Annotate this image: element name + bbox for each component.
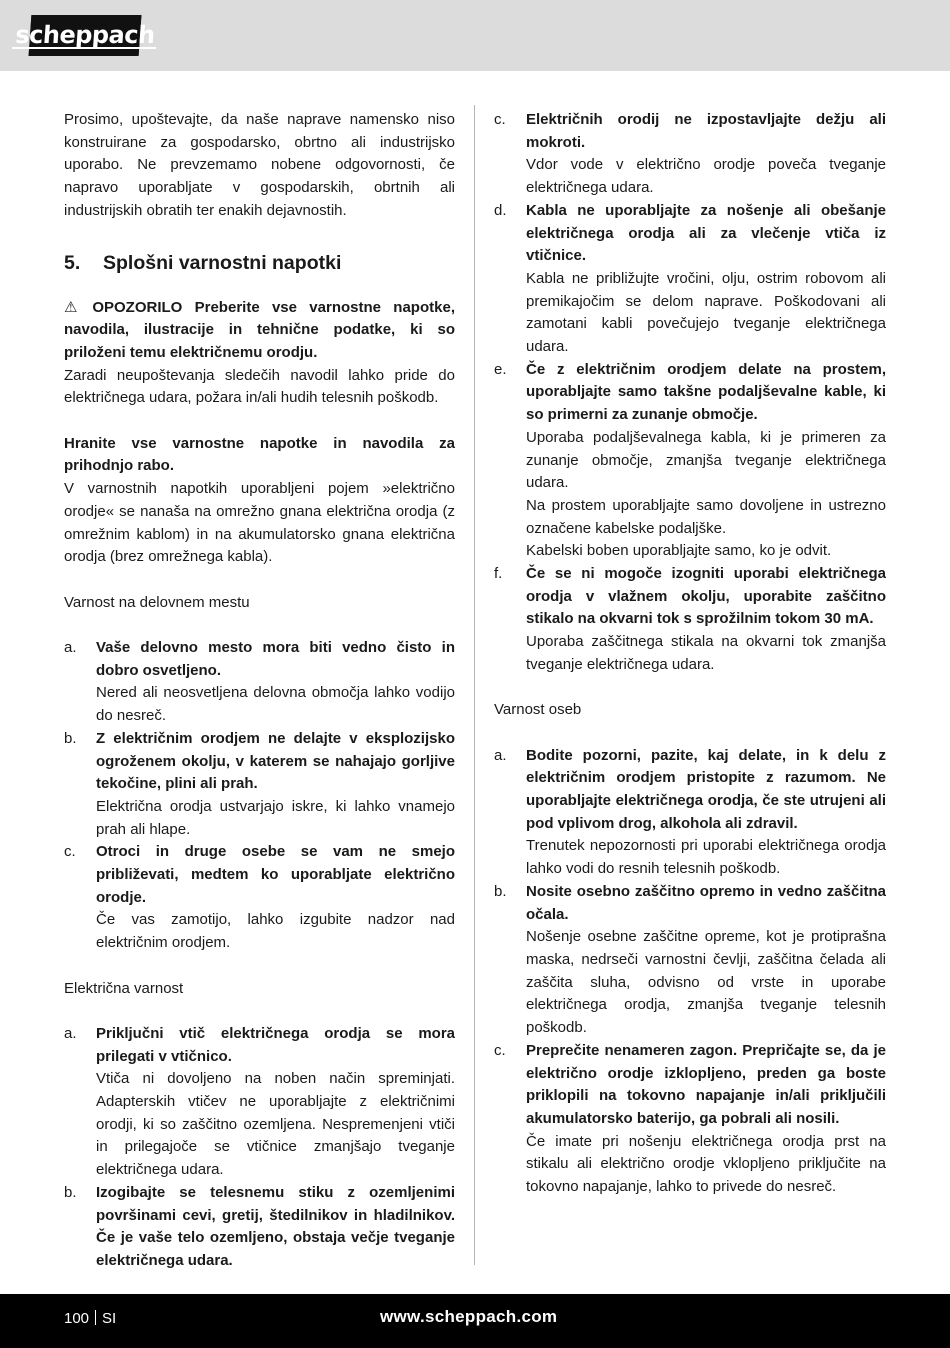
page-separator <box>95 1310 96 1325</box>
list-item-text: Nošenje osebne zaščitne opreme, kot je protiprašna maska, nedrseči varnostni čevlji, zaščitna čelada ali zaščita sluha, odvisno od vrste in uporabe električnega orodja, zmanjša tveganje telesnih poškodb. <box>526 928 886 1037</box>
language-code: SI <box>102 1310 117 1327</box>
list-item <box>494 359 886 563</box>
page-number <box>64 1310 116 1327</box>
warning-text: Zaradi neupoštevanja sledečih navodil lahko pride do električnega udara, požara in/ali hudih telesnih poškodb. <box>64 366 455 407</box>
header-bar <box>0 0 950 71</box>
list-item-label: a. <box>494 746 507 764</box>
list-item <box>494 200 886 359</box>
list-item-text: Vtiča ni dovoljeno na noben način spreminjati. Adapterskih vtičev ne uporabljajte z električnimi orodji, ki so zaščitno ozemljena. Nespremenjeni vtiči in prilegajoče se vtičnice zmanjšajo tveganje električnega udara. <box>96 1070 455 1179</box>
list-item-label: a. <box>64 639 77 657</box>
footer-bar <box>0 1294 950 1348</box>
list-item <box>494 563 886 677</box>
website-link[interactable]: www.scheppach.com <box>380 1307 558 1326</box>
list-item <box>494 109 886 200</box>
personal-safety-heading: Varnost oseb <box>494 701 582 719</box>
right-column <box>494 109 886 1199</box>
list-item-bold: Če se ni mogoče izogniti uporabi električnega orodja v vlažnem okolju, uporabite zaščitno stikalo na okvarni tok s sprožilnim tokom 30 mA. <box>526 565 886 628</box>
keep-instructions-bold: Hranite vse varnostne napotke in navodila za prihodnjo rabo. <box>64 434 455 475</box>
list-item-label: a. <box>64 1024 77 1042</box>
list-item <box>64 728 455 842</box>
list-item-label: b. <box>64 729 77 747</box>
electrical-safety-list <box>64 1023 455 1273</box>
list-item <box>494 881 886 1040</box>
list-item <box>64 637 455 728</box>
list-item-text: Uporaba zaščitnega stikala na okvarni tok zmanjša tveganje električnega udara. <box>526 633 886 673</box>
list-item-text: Uporaba podaljševalnega kabla, ki je primeren za zunanje območje, zmanjša tveganje električnega udara. <box>526 428 886 492</box>
intro-paragraph: Prosimo, upoštevajte, da naše naprave namensko niso konstruirane za gospodarsko, obrtno ali industrijsko uporabo. Ne prevzemamo nobene odgovornosti, če napravo uporabljate v gospodarskih, obrtnih ali industrijskih obratih ter enakih dejavnostih. <box>64 111 455 219</box>
list-item-bold: Priključni vtič električnega orodja se mora prilegati v vtičnico. <box>96 1024 455 1065</box>
logo-text: scheppach <box>14 20 156 49</box>
list-item-bold: Vaše delovno mesto mora biti vedno čisto in dobro osvetljeno. <box>96 639 455 679</box>
list-item-label: e. <box>494 360 507 378</box>
list-item-label: b. <box>64 1183 77 1201</box>
section-number: 5. <box>64 251 81 274</box>
electrical-safety-list-continued <box>494 109 886 677</box>
list-item <box>64 1182 455 1273</box>
list-item <box>494 1040 886 1199</box>
list-item-bold: Če z električnim orodjem delate na prostem, uporabljajte samo takšne podaljševalne kable, ki so primerni za zunanje območje. <box>526 360 886 424</box>
warning-icon: ⚠ <box>64 298 78 316</box>
list-item-text: Kabla ne približujte vročini, olju, ostrim robovom ali premikajočim se delom naprave. Poškodovani ali zamotani kabli povečujejo tveganje električnega udara. <box>526 269 886 356</box>
list-item-text: Električna orodja ustvarjajo iskre, ki lahko vnamejo prah ali hlape. <box>96 797 455 838</box>
section-title: Splošni varnostni napotki <box>103 251 342 274</box>
list-item-label: c. <box>494 111 506 128</box>
list-item-text: Nered ali neosvetljena delovna območja lahko vodijo do nesreč. <box>96 684 455 725</box>
list-item <box>494 745 886 881</box>
list-item-label: d. <box>494 201 507 219</box>
list-item-bold: Nosite osebno zaščitno opremo in vedno zaščitna očala. <box>526 882 886 923</box>
list-item-bold: Bodite pozorni, pazite, kaj delate, in k delu z električnim orodjem pristopite z razumom. Ne uporabljajte električnega orodja, če ste utrujeni ali pod vplivom drog, alkohola ali zdravil. <box>526 746 886 832</box>
list-item <box>64 1023 455 1182</box>
scheppach-logo <box>14 15 156 56</box>
work-safety-heading: Varnost na delovnem mestu <box>64 593 250 611</box>
list-item-bold: Z električnim orodjem ne delajte v eksplozijsko ogroženem okolju, v katerem se nahajajo gorljive tekočine, plini ali prah. <box>96 729 455 793</box>
list-item-text: Vdor vode v električno orodje poveča tveganje električnega udara. <box>526 156 886 197</box>
list-item-bold: Preprečite nenameren zagon. Prepričajte se, da je električno orodje izklopljeno, preden ga boste priklopili na tokovno napajanje in/ali priključili akumulatorsko baterijo, ga pobrali ali nosili. <box>526 1041 886 1127</box>
warning-paragraph <box>64 297 455 365</box>
list-item-bold: Izogibajte se telesnemu stiku z ozemljenimi površinami cevi, gretij, štedilnikov in hladilnikov. Če je vaše telo ozemljeno, obstaja večje tveganje električnega udara. <box>96 1183 455 1269</box>
keep-instructions-text: V varnostnih napotkih uporabljeni pojem »električno orodje« se nanaša na omrežno gnana električna orodja (z omrežnim kablom) in na akumulatorsko gnana električna orodja (brez omrežnega kabla). <box>64 480 455 566</box>
page-number-value: 100 <box>64 1310 90 1327</box>
list-item-label: b. <box>494 882 507 900</box>
list-item-bold: Kabla ne uporabljajte za nošenje ali obešanje električnega orodja ali za vlečenje vtiča iz vtičnice. <box>526 201 886 265</box>
section-heading <box>64 251 455 275</box>
list-item-text: Na prostem uporabljajte samo dovoljene in ustrezno označene kabelske podaljške. <box>526 496 886 537</box>
warning-bold-text: OPOZORILO Preberite vse varnostne napotke, navodila, ilustracije in tehnične podatke, ki so priloženi temu električnemu orodju. <box>64 298 455 361</box>
list-item-bold: Električnih orodij ne izpostavljajte dežju ali mokroti. <box>526 111 886 151</box>
list-item-text: Če imate pri nošenju električnega orodja prst na stikalu ali električno orodje vklopljeno priključite na tokovno napajanje, lahko to privede do nesreč. <box>526 1132 886 1196</box>
list-item-label: c. <box>64 843 76 861</box>
list-item <box>64 841 455 955</box>
column-divider <box>474 105 475 1265</box>
work-safety-list <box>64 637 455 955</box>
list-item-label: f. <box>494 565 503 583</box>
list-item-bold: Otroci in druge osebe se vam ne smejo približevati, medtem ko uporabljate električno orodje. <box>96 843 455 906</box>
personal-safety-list <box>494 745 886 1199</box>
list-item-text: Če vas zamotijo, lahko izgubite nadzor nad električnim orodjem. <box>96 911 455 952</box>
list-item-text: Trenutek nepozornosti pri uporabi električnega orodja lahko vodi do resnih telesnih poškodb. <box>526 837 886 878</box>
left-column <box>64 109 455 1273</box>
electrical-safety-heading: Električna varnost <box>64 979 184 997</box>
list-item-text: Kabelski boben uporabljajte samo, ko je odvit. <box>526 542 832 560</box>
list-item-label: c. <box>494 1041 506 1059</box>
